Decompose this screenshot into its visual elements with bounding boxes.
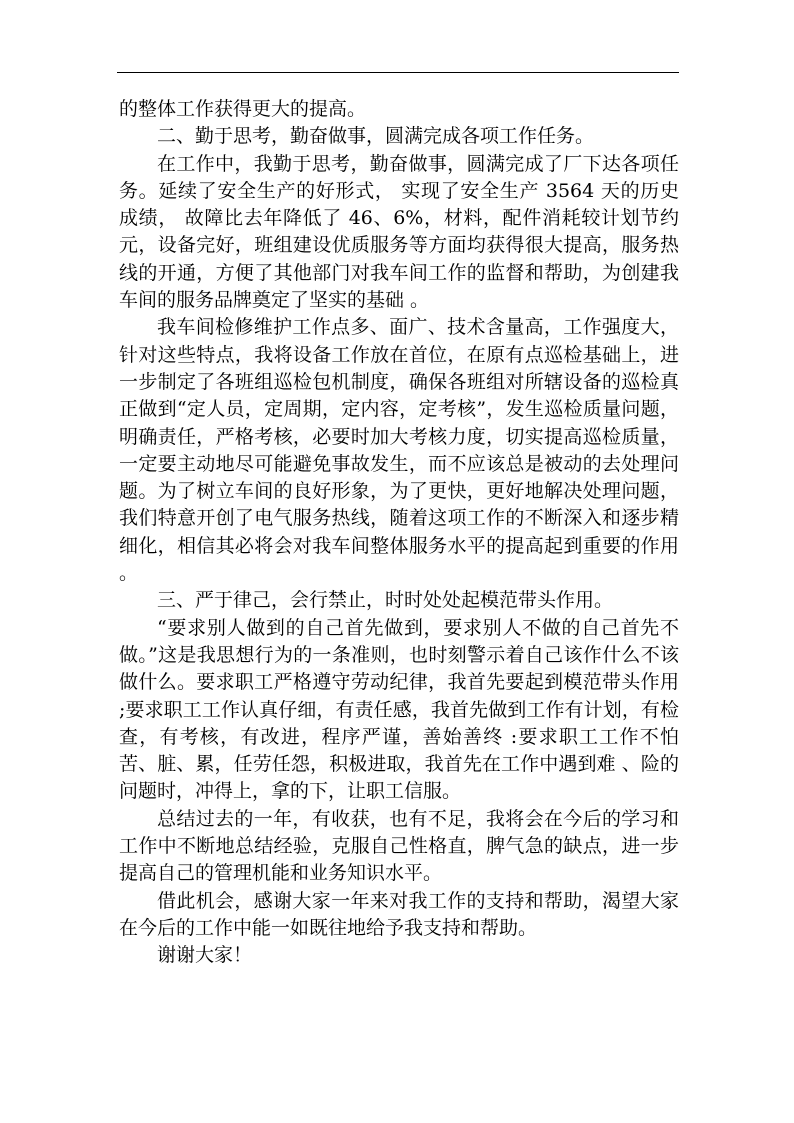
paragraph-task-completion: 在工作中，我勤于思考，勤奋做事，圆满完成了厂下达各项任务。延续了安全生产的好形式， 实现了安全生产 3564 天的历史成绩， 故障比去年降低了 46、6%，材料，配件消耗较计划节约元，设备完好，班组建设优质服务等方面均获得很大提高，服务热线的开通，方便了其他部门对我车间工作的监督和帮助，为创建我车间的服务品牌奠定了坚实的基础 。 xyxy=(119,152,679,312)
header-rule xyxy=(117,72,679,73)
paragraph-summary: 总结过去的一年，有收获，也有不足，我将会在今后的学习和工作中不断地总结经验，克服自己性格直，脾气急的缺点，进一步提高自己的管理机能和业务知识水平。 xyxy=(119,807,679,885)
document-body xyxy=(119,96,679,970)
section-heading-2: 二、勤于思考，勤奋做事，圆满完成各项工作任务。 xyxy=(157,125,595,148)
paragraph-maintenance: 我车间检修维护工作点多、面广、技术含量高，工作强度大，针对这些特点，我将设备工作放在首位，在原有点巡检基础上，进一步制定了各班组巡检包机制度，确保各班组对所辖设备的巡检真正做到“定人员，定周期，定内容，定考核”，发生巡检质量问题，明确责任，严格考核，必要时加大考核力度，切实提高巡检质量，一定要主动地尽可能避免事故发生，而不应该总是被动的去处理问题。为了树立车间的良好形象，为了更快，更好地解决处理问题，我们特意开创了电气服务热线，随着这项工作的不断深入和逐步精细化，相信其必将会对我车间整体服务水平的提高起到重要的作用 。 xyxy=(119,316,679,585)
paragraph-thanks-support: 借此机会，感谢大家一年来对我工作的支持和帮助，渴望大家在今后的工作中能一如既往地给予我支持和帮助。 xyxy=(119,889,679,939)
paragraph-closing: 谢谢大家！ xyxy=(157,944,253,967)
paragraph-self-discipline: “要求别人做到的自己首先做到，要求别人不做的自己首先不做。”这是我思想行为的一条准则，也时刻警示着自己该作什么不该做什么。要求职工严格遵守劳动纪律，我首先要起到模范带头作用 ;要求职工工作认真仔细，有责任感，我首先做到工作有计划，有检查，有考核，有改进，程序严谨，善始善终 :要求职工工作不怕苦、脏、累，任劳任怨，积极进取，我首先在工作中遇到难 、险的问题时，冲得上，拿的下，让职工信服。 xyxy=(119,616,679,803)
paragraph-continuation: 的整体工作获得更大的提高。 xyxy=(119,98,367,120)
section-heading-3: 三、严于律己，会行禁止，时时处处起模范带头作用。 xyxy=(157,589,614,612)
